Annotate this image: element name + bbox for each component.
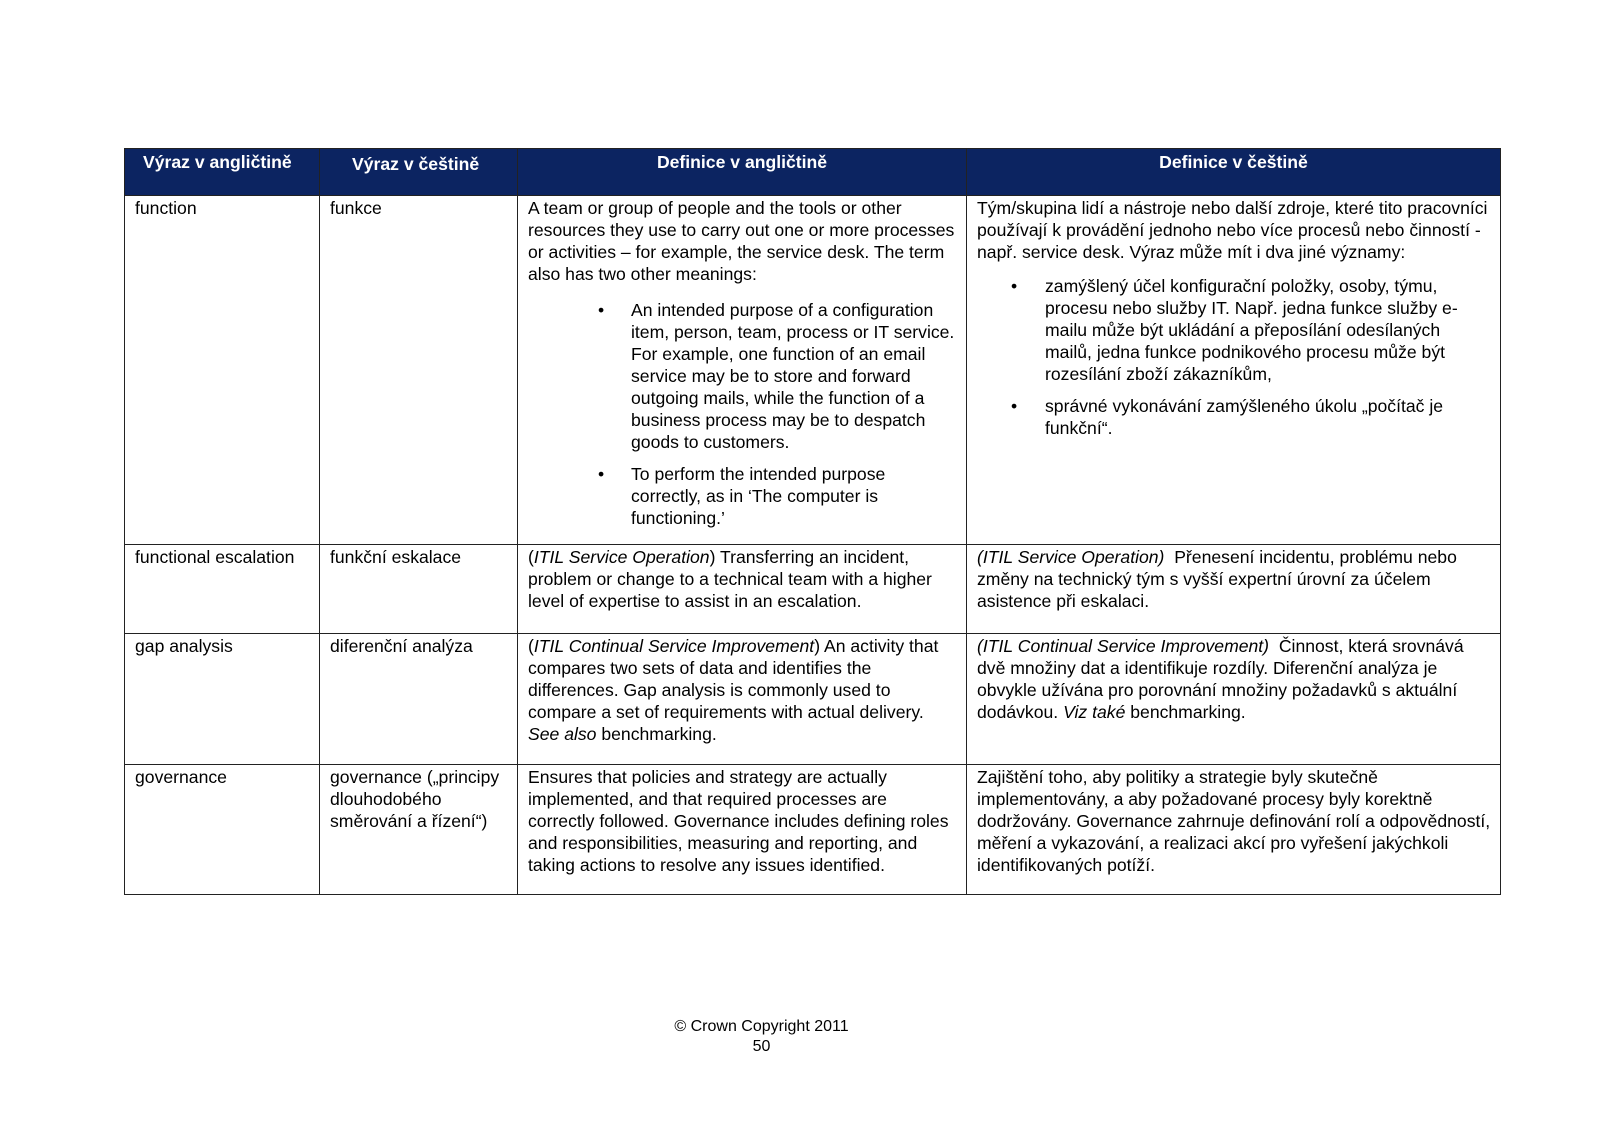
- term-cz-cell: diferenční analýza: [320, 634, 518, 765]
- book-reference: ITIL Continual Service Improvement: [533, 636, 815, 656]
- definition-bullet-list: [977, 275, 1491, 439]
- page-number: 50: [752, 1038, 771, 1055]
- definition-en-cell: Ensures that policies and strategy are actually implemented, and that required processes are correctly followed. Governance includes defining roles and responsibilities, measuring and reporting, and taking actions to resolve any issues identified.: [518, 765, 967, 895]
- definition-bullet-list: [528, 299, 957, 529]
- definition-en-cell: (ITIL Continual Service Improvement) An activity that compares two sets of data and identifies the differences. Gap analysis is commonly used to compare a set of requirements with actual delivery. See also benchmarking.: [518, 634, 967, 765]
- definition-en-cell: (ITIL Service Operation) Transferring an incident, problem or change to a technical team with a higher level of expertise to assist in an escalation.: [518, 545, 967, 634]
- book-reference: (ITIL Service Operation): [977, 547, 1165, 567]
- definition-cz-cell: (ITIL Service Operation) Přenesení incidentu, problému nebo změny na technický tým s vyšší expertní úrovní za účelem asistence při eskalaci.: [967, 545, 1501, 634]
- term-en-cell: function: [125, 196, 320, 545]
- term-en-cell: governance: [125, 765, 320, 895]
- term-cz-cell: funkční eskalace: [320, 545, 518, 634]
- table-row: [125, 196, 1501, 545]
- header-term-en: Výraz v angličtině: [125, 149, 320, 196]
- table-row: [125, 634, 1501, 765]
- definition-cz-cell: (ITIL Continual Service Improvement) Činnost, která srovnává dvě množiny dat a identifikuje rozdíly. Diferenční analýza je obvykle užívána pro porovnání množiny požadavků s aktuální dodávkou. Viz také benchmarking.: [967, 634, 1501, 765]
- definition-cz-cell: Zajištění toho, aby politiky a strategie byly skutečně implementovány, a aby požadované procesy byly korektně dodržovány. Governance zahrnuje definování rolí a odpovědností, měření a vykazování, a realizaci akcí pro vyřešení jakýchkoli identifikovaných potíží.: [967, 765, 1501, 895]
- header-def-en: Definice v angličtině: [518, 149, 967, 196]
- glossary-table: [124, 148, 1501, 895]
- list-item: • To perform the intended purpose correctly, as in ‘The computer is functioning.’: [598, 464, 886, 528]
- list-item: • správné vykonávání zamýšleného úkolu „počítač je funkční“.: [1011, 396, 1444, 438]
- definition-en-cell: [518, 196, 967, 545]
- bullet-icon: •: [1011, 396, 1018, 416]
- definition-intro: Tým/skupina lidí a nástroje nebo další zdroje, které tito pracovníci používají k provádění jednoho nebo více procesů nebo činností - např. service desk. Výraz může mít i dva jiné významy:: [977, 198, 1488, 262]
- definition-intro: A team or group of people and the tools or other resources they use to carry out one or more processes or activities – for example, the service desk. The term also has two other meanings:: [528, 198, 955, 284]
- list-item: • zamýšlený účel konfigurační položky, osoby, týmu, procesu nebo služby IT. Např. jedna funkce služby e-mailu může být ukládání a přeposílání odesílaných mailů, jedna funkce podnikového procesu může být rozesílání zboží zákazníkům,: [1011, 276, 1458, 384]
- bullet-icon: •: [598, 300, 605, 320]
- term-cz-cell: governance („principy dlouhodobého směrování a řízení“): [320, 765, 518, 895]
- book-reference: (ITIL Continual Service Improvement): [977, 636, 1270, 656]
- header-term-cz: Výraz v češtině: [320, 149, 518, 196]
- term-cz-cell: funkce: [320, 196, 518, 545]
- table-row: [125, 765, 1501, 895]
- book-reference: ITIL Service Operation: [533, 547, 710, 567]
- bullet-icon: •: [1011, 276, 1018, 296]
- table-row: [125, 545, 1501, 634]
- term-en-cell: functional escalation: [125, 545, 320, 634]
- term-en-cell: gap analysis: [125, 634, 320, 765]
- see-also-label: See also: [528, 724, 597, 744]
- table-header-row: [125, 149, 1501, 196]
- header-def-cz: Definice v češtině: [967, 149, 1501, 196]
- bullet-icon: •: [598, 464, 605, 484]
- definition-cz-cell: [967, 196, 1501, 545]
- list-item: • An intended purpose of a configuration item, person, team, process or IT service. For example, one function of an email service may be to store and forward outgoing mails, while the function of a business process may be to despatch goods to customers.: [598, 300, 955, 452]
- copyright-notice: © Crown Copyright 2011: [674, 1018, 849, 1035]
- see-also-label: Viz také: [1063, 702, 1126, 722]
